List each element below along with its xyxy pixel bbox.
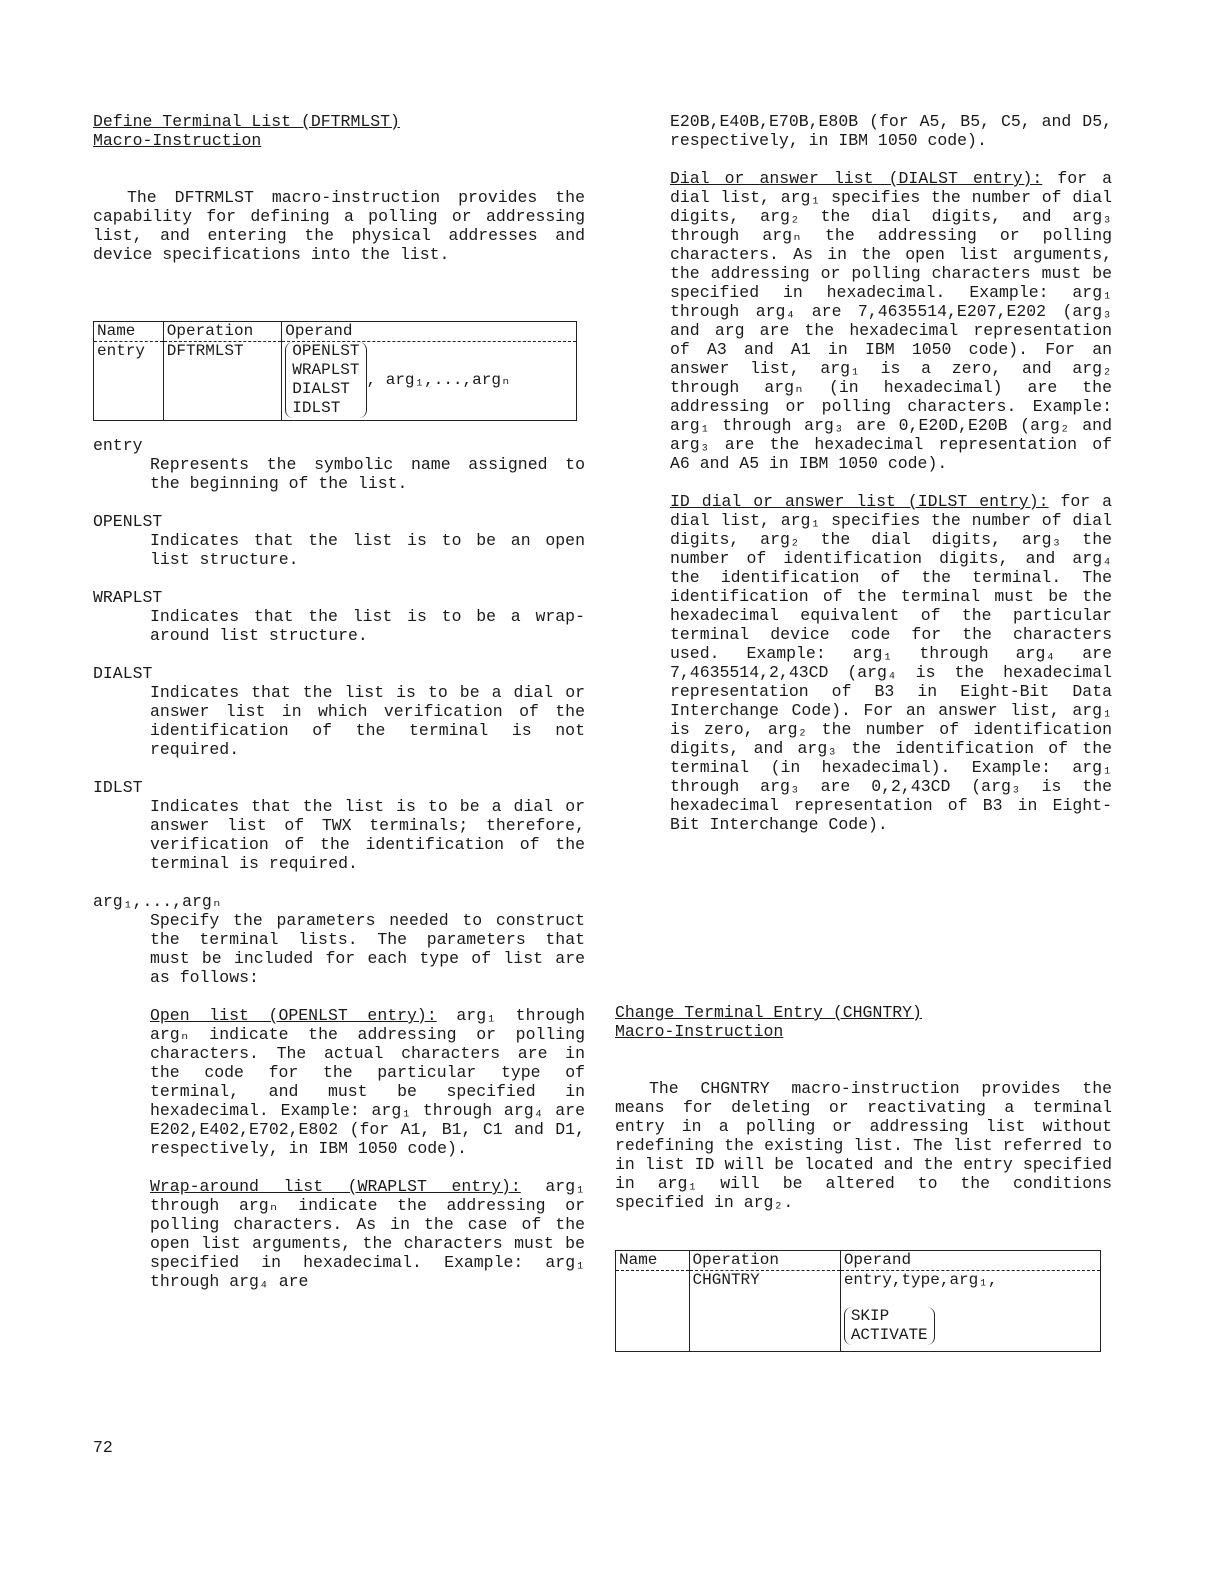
col-operation-header: Operation	[689, 1251, 840, 1271]
right-column	[670, 112, 1112, 834]
chgntry-intro: The CHGNTRY macro-instruction provides the means for deleting or reactivating a terminal entry in a polling or addressing list without redefining the existing list. The list referred to in list ID will be located and the entry specified in arg₁ will be altered to the conditions specified in arg₂.	[615, 1079, 1112, 1212]
operand-cell	[840, 1271, 1100, 1352]
open-list-paragraph	[150, 1006, 585, 1158]
section-title: Define Terminal List (DFTRMLST)	[93, 112, 400, 131]
term-description: Specify the parameters needed to construct the terminal lists. The parameters that must be included for each type of list are as follows:	[150, 911, 585, 987]
choice-brace	[285, 342, 366, 418]
dial-list-heading: Dial or answer list (DIALST entry):	[670, 169, 1043, 188]
term-label: WRAPLST	[93, 588, 163, 607]
choice-openlst: OPENLST	[292, 342, 360, 360]
col-name-header: Name	[616, 1251, 690, 1271]
term-label: IDLST	[93, 778, 143, 797]
term-label: OPENLST	[93, 512, 163, 531]
page-number: 72	[93, 1438, 113, 1457]
id-list-heading: ID dial or answer list (IDLST entry):	[670, 492, 1049, 511]
wrap-list-text: arg₁ through argₙ indicate the addressing or polling characters. As in the case of the open list arguments, the characters must be specified in hexadecimal. Example: arg₁ through arg₄ are	[150, 1177, 585, 1291]
left-column	[93, 112, 585, 1291]
id-list-text: for a dial list, arg₁ specifies the number of dial digits, arg₂ the dial digits, arg₃ the number of identification digits, and arg₄ the identification of the terminal. The identification of the terminal must be the hexadecimal equivalent of the particular terminal device code for the characters used. Example: arg₁ through arg₄ are 7,4635514,2,43CD (arg₄ is the hexadecimal representation of B3 in Eight-Bit Data Interchange Code). For an answer list, arg₁ is zero, arg₂ the number of identification digits, and arg₃ the identification of the terminal (in hexadecimal). Example: arg₁ through arg₃ are 0,2,43CD (arg₃ is the hexadecimal representation of B3 in Eight-Bit Interchange Code).	[670, 492, 1112, 834]
dftrmlst-syntax-table	[93, 321, 577, 421]
name-cell: entry	[94, 342, 164, 421]
term-description: Indicates that the list is to be a dial or answer list in which verification of the identification of the terminal is not required.	[150, 683, 585, 759]
wrap-list-heading: Wrap-around list (WRAPLST entry):	[150, 1177, 521, 1196]
term-description: Indicates that the list is to be a dial or answer list of TWX terminals; therefore, verification of the identification of the terminal is required.	[150, 797, 585, 873]
intro-paragraph: The DFTRMLST macro-instruction provides the capability for defining a polling or addressing list, and entering the physical addresses and device specifications into the list.	[93, 188, 585, 264]
chgntry-title: Change Terminal Entry (CHGNTRY)	[615, 1003, 922, 1022]
term-description: Indicates that the list is to be a wrap-around list structure.	[150, 607, 585, 645]
section-subtitle: Macro-Instruction	[93, 131, 262, 150]
operation-cell: DFTRMLST	[163, 342, 282, 421]
operand-args: , arg₁,...,argₙ	[366, 370, 511, 389]
chgntry-subtitle: Macro-Instruction	[615, 1022, 784, 1041]
operand-text: entry,type,arg₁,	[843, 1271, 998, 1289]
term-dialst	[93, 664, 585, 759]
operation-cell: CHGNTRY	[689, 1271, 840, 1352]
term-label: DIALST	[93, 664, 153, 683]
choice-idlst: IDLST	[292, 399, 341, 417]
term-entry	[93, 436, 585, 493]
name-cell	[616, 1271, 690, 1352]
choice-wraplst: WRAPLST	[292, 361, 360, 379]
operand-cell	[282, 342, 577, 421]
wrap-list-paragraph	[150, 1177, 585, 1291]
id-list-paragraph	[670, 492, 1112, 834]
dial-list-text: for a dial list, arg₁ specifies the number of dial digits, arg₂ the dial digits, and arg₃ through argₙ the addressing or polling characters. As in the open list arguments, the addressing or polling characters must be specified in hexadecimal. Example: arg₁ through arg₄ are 7,4635514,E207,E202 (arg₃ and arg are the hexadecimal representation of A3 and A1 in IBM 1050 code). For an answer list, arg₁ is a zero, and arg₂ through argₙ (in hexadecimal) are the addressing or polling characters. Example: arg₁ through arg₃ are 0,E20D,E20B (arg₂ and arg₃ are the hexadecimal representation of A6 and A5 in IBM 1050 code).	[670, 169, 1112, 473]
dial-list-paragraph	[670, 169, 1112, 473]
term-idlst	[93, 778, 585, 873]
chgntry-section	[615, 1003, 1112, 1352]
term-label: arg₁,...,argₙ	[93, 892, 222, 911]
term-openlst	[93, 512, 585, 569]
col-name-header: Name	[94, 322, 164, 342]
choice-brace	[844, 1307, 935, 1345]
choice-dialst: DIALST	[292, 380, 350, 398]
choice-activate: ACTIVATE	[850, 1326, 928, 1344]
term-args	[93, 892, 585, 987]
wrap-list-continuation: E20B,E40B,E70B,E80B (for A5, B5, C5, and D5, respectively, in IBM 1050 code).	[670, 112, 1112, 150]
chgntry-syntax-table	[615, 1250, 1101, 1352]
col-operand-header: Operand	[840, 1251, 1100, 1271]
term-label: entry	[93, 436, 143, 455]
term-wraplst	[93, 588, 585, 645]
open-list-text: arg₁ through argₙ indicate the addressing or polling characters. The actual characters are in the code for the particular type of terminal, and must be specified in hexadecimal. Example: arg₁ through arg₄ are E202,E402,E702,E802 (for A1, B1, C1 and D1, respectively, in IBM 1050 code).	[150, 1006, 585, 1158]
open-list-heading: Open list (OPENLST entry):	[150, 1006, 437, 1025]
col-operation-header: Operation	[163, 322, 282, 342]
choice-skip: SKIP	[850, 1307, 890, 1325]
term-description: Indicates that the list is to be an open list structure.	[150, 531, 585, 569]
col-operand-header: Operand	[282, 322, 577, 342]
term-description: Represents the symbolic name assigned to the beginning of the list.	[150, 455, 585, 493]
